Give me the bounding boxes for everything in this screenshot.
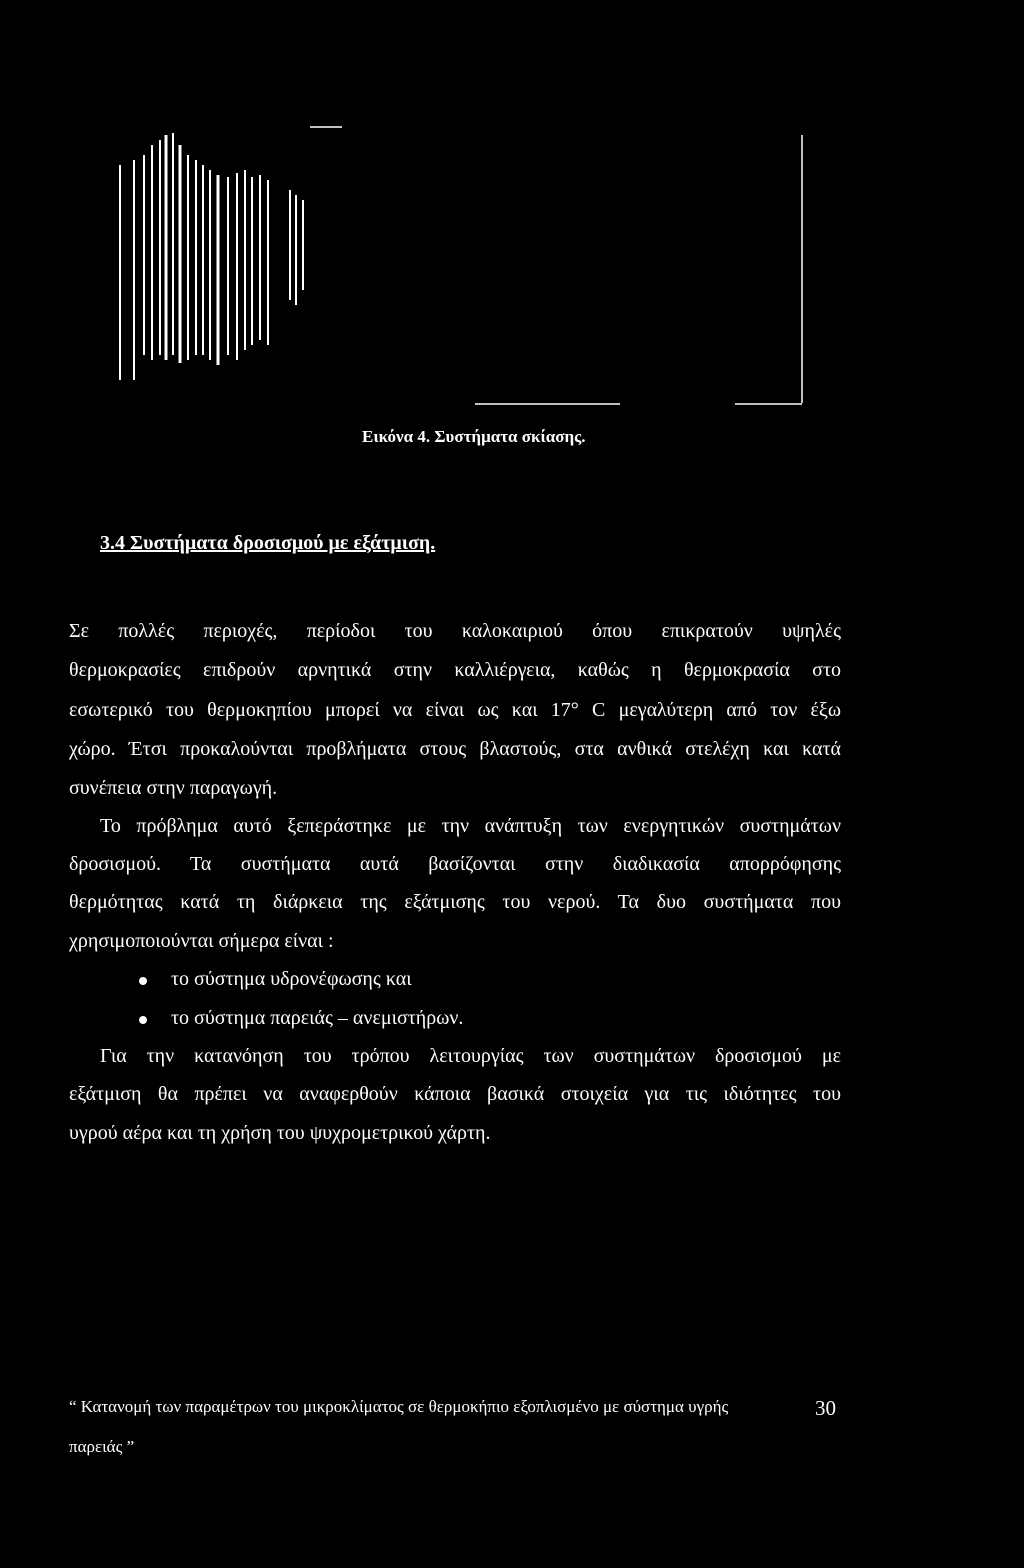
paragraph-line: δροσισμού. Τα συστήματα αυτά βασίζονται στην διαδικασία απορρόφησης xyxy=(69,853,841,875)
bullet-marker xyxy=(139,1016,147,1024)
paragraph-line: χρησιμοποιούνται σήμερα είναι : xyxy=(69,930,334,952)
figure-caption: Εικόνα 4. Συστήματα σκίασης. xyxy=(362,427,586,446)
footer-title-cont: παρειάς ” xyxy=(69,1437,135,1456)
paragraph-line: υγρού αέρα και τη χρήση του ψυχρομετρικού χάρτη. xyxy=(69,1122,491,1144)
shading-systems-image xyxy=(100,115,820,415)
paragraph-line: Το πρόβλημα αυτό ξεπεράστηκε με την ανάπτυξη των ενεργητικών συστημάτων xyxy=(100,815,841,837)
shading-systems-figure xyxy=(100,115,820,415)
footer-title: “ Κατανομή των παραμέτρων του μικροκλίματος σε θερμοκήπιο εξοπλισμένο με σύστημα υγρής xyxy=(69,1397,729,1416)
paragraph-line: Για την κατανόηση του τρόπου λειτουργίας των συστημάτων δροσισμού με xyxy=(100,1045,841,1067)
paragraph-line: θερμότητας κατά τη διάρκεια της εξάτμισης του νερού. Τα δυο συστήματα που xyxy=(69,891,841,913)
paragraph-line: εσωτερικό του θερμοκηπίου μπορεί να είναι ως και 17° C μεγαλύτερη από τον έξω xyxy=(69,699,841,721)
paragraph-line: εξάτμιση θα πρέπει να αναφερθούν κάποια βασικά στοιχεία για τις ιδιότητες του xyxy=(69,1083,841,1105)
paragraph-line: Σε πολλές περιοχές, περίοδοι του καλοκαιριού όπου επικρατούν υψηλές xyxy=(69,620,841,642)
paragraph-line: συνέπεια στην παραγωγή. xyxy=(69,777,278,799)
paragraph-line: χώρο. Έτσι προκαλούνται προβλήματα στους βλαστούς, στα ανθικά στελέχη και κατά xyxy=(69,738,841,760)
bullet-item: το σύστημα υδρονέφωσης και xyxy=(171,968,412,990)
page-number: 30 xyxy=(815,1396,836,1420)
paragraph-line: θερμοκρασίες επιδρούν αρνητικά στην καλλιέργεια, καθώς η θερμοκρασία στο xyxy=(69,659,841,681)
bullet-item: το σύστημα παρειάς – ανεμιστήρων. xyxy=(171,1007,464,1029)
bullet-marker xyxy=(139,977,147,985)
section-heading: 3.4 Συστήματα δροσισμού με εξάτμιση. xyxy=(100,532,436,554)
